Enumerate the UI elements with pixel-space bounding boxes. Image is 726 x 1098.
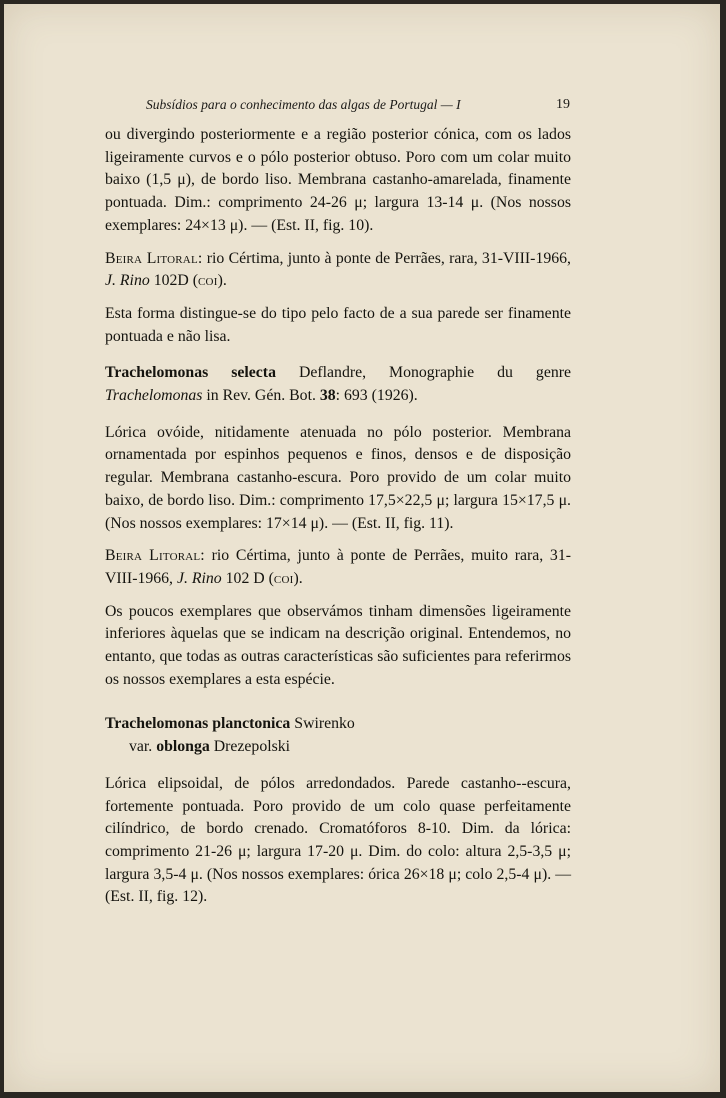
variety-name: oblonga [156,738,210,756]
variety-line [105,736,571,759]
collector-name: J. Rino [176,569,222,587]
region-name: Beira Litoral: [105,547,205,565]
species-name: Trachelomonas planctonica [105,715,291,733]
species-heading-selecta [105,362,571,407]
paragraph-locality-2 [105,545,571,590]
book-page [4,4,720,1092]
paragraph-remark-2: Os poucos exemplares que observámos tinham dimensões ligeiramente inferiores àquelas que se indicam na descrição original. Entendemos, no entanto, que todas as outras características são suficientes para referirmos os nossos exemplares a esta espécie. [105,602,571,688]
sample-number: 102 D ( [221,569,274,587]
paragraph-description-selecta: Lórica ovóide, nitidamente atenuada no pólo posterior. Membrana ornamentada por espinhos pequenos e finos, densos e de disposição regular. Membrana castanho-escura. Poro provido de um colar muito baixo, de bordo liso. Dim.: comprimento 17,5×22,5 μ; largura 15×17,5 μ. (Nos nossos exemplares: 17×14 μ). — (Est. II, fig. 11). [105,423,571,532]
running-title: Subsídios para o conhecimento das algas de Portugal — I [146,97,461,112]
running-header [4,97,720,117]
species-author: Swirenko [290,715,355,733]
collector-name: J. Rino [105,272,150,290]
species-heading-planctonica [105,713,571,736]
paragraph-locality-1 [105,248,571,293]
closing-punctuation: ). [293,569,303,587]
reference-volume: 38 [319,387,336,405]
locality-text: rio Cértima, junto à ponte de Perrães, rara, 31-VIII-1966, [202,249,571,267]
paragraph-description-continued: ou divergindo posteriormente e a região posterior cónica, com os lados ligeiramente curvos e o pólo posterior obtuso. Poro com um colar muito baixo (1,5 μ), de bordo liso. Membrana castanho-amarelada, finamente pontuada. Dim.: comprimento 24-26 μ; largura 13-14 μ. (Nos nossos exemplares: 24×13 μ). — (Est. II, fig. 10). [105,126,571,234]
sample-number: 102D ( [149,272,199,290]
herbarium-code: coi [273,569,294,587]
locality-text: rio Cértima, junto à ponte de Perrães, muito rara, 31-VIII-1966, [105,547,571,587]
closing-punctuation: ). [217,272,227,290]
variety-author: Drezepolski [209,738,291,756]
variety-label: var. [129,738,157,756]
region-name: Beira Litoral: [105,249,203,267]
page-number: 19 [556,97,570,112]
paragraph-remark-1: Esta forma distingue-se do tipo pelo facto de a sua parede ser finamente pontuada e não lisa. [105,304,571,345]
body-text [105,124,571,909]
paragraph-description-planctonica: Lórica elipsoidal, de pólos arredondados. Parede castanho--escura, fortemente pontuada. Poro provido de um colo quase perfeitamente cilíndrico, de bordo crenado. Cromatóforos 8-10. Dim. da lórica: comprimento 21-26 μ; largura 17-20 μ. Dim. do colo: altura 2,5-3,5 μ; largura 3,5-4 μ. (Nos nossos exemplares: órica 26×18 μ; colo 2,5-4 μ). — (Est. II, fig. 12). [105,774,571,906]
species-author: Deflandre, Monographie du genre [275,364,572,382]
herbarium-code: coi [198,272,218,290]
reference-text: in Rev. Gén. Bot. [202,387,320,405]
reference-pages: : 693 (1926). [335,387,418,405]
genus-name: Trachelomonas [105,387,203,405]
species-name: Trachelomonas selecta [105,364,276,382]
